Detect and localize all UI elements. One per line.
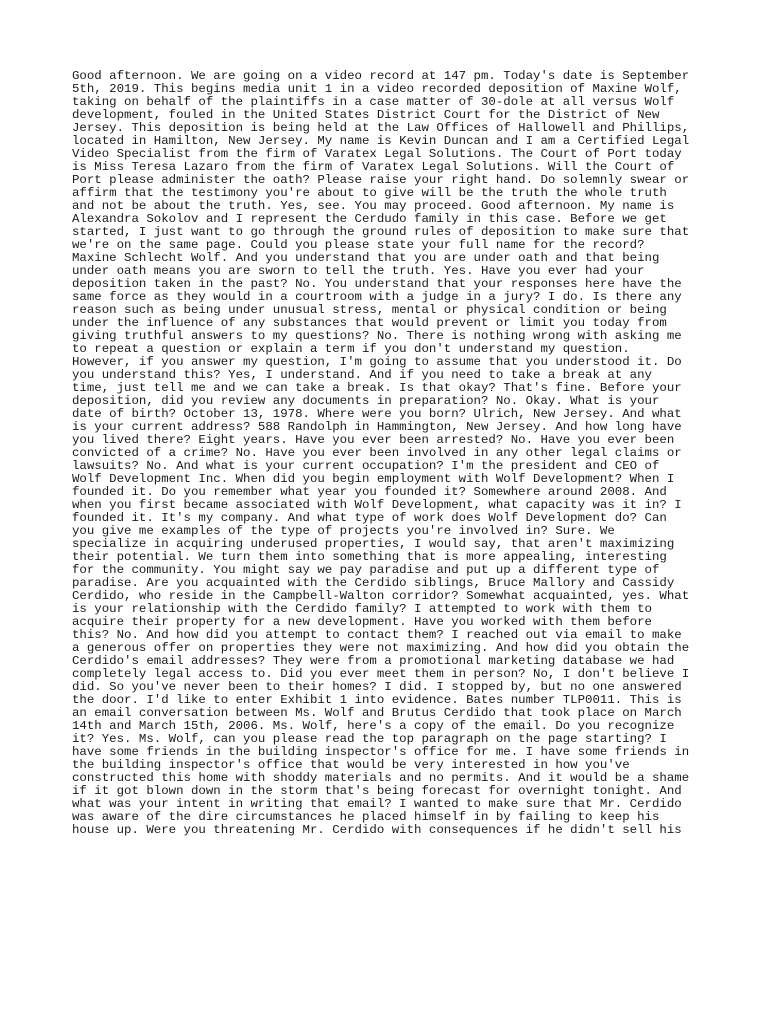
transcript-line: if it got blown down in the storm that's being forecast for overnight tonight. And [72, 784, 682, 798]
transcript-line: is your current address? 588 Randolph in Hammington, New Jersey. And how long have [72, 420, 682, 434]
transcript-line: Jersey. This deposition is being held at the Law Offices of Hallowell and Phillips, [72, 121, 690, 135]
transcript-line: 5th, 2019. This begins media unit 1 in a video recorded deposition of Maxine Wolf, [72, 82, 682, 96]
transcript-line: is your relationship with the Cerdido family? I attempted to work with them to [72, 602, 652, 616]
transcript-line: lawsuits? No. And what is your current occupation? I'm the president and CEO of [72, 459, 660, 473]
transcript-line: did. So you've never been to their homes? I did. I stopped by, but no one answered [72, 680, 682, 694]
transcript-line: started, I just want to go through the ground rules of deposition to make sure that [72, 225, 690, 239]
transcript-line: Good afternoon. We are going on a video record at 147 pm. Today's date is September [72, 69, 690, 83]
transcript-line: Alexandra Sokolov and I represent the Cerdudo family in this case. Before we get [72, 212, 667, 226]
transcript-line: giving truthful answers to my questions? No. There is nothing wrong with asking me [72, 329, 682, 343]
transcript-line: this? No. And how did you attempt to contact them? I reached out via email to make [72, 628, 682, 642]
transcript-line: you understand this? Yes, I understand. And if you need to take a break at any [72, 368, 652, 382]
transcript-line: convicted of a crime? No. Have you ever been involved in any other legal claims or [72, 446, 682, 460]
transcript-line: their potential. We turn them into something that is more appealing, interesting [72, 550, 667, 564]
transcript-line: to repeat a question or explain a term if you don't understand my question. [72, 342, 630, 356]
transcript-line: located in Hamilton, New Jersey. My name is Kevin Duncan and I am a Certified Legal [72, 134, 690, 148]
transcript-line: the building inspector's office that would be very interested in how you've [72, 758, 630, 772]
transcript-line: deposition taken in the past? No. You understand that your responses here have the [72, 277, 682, 291]
deposition-transcript [72, 70, 712, 837]
transcript-line: house up. Were you threatening Mr. Cerdido with consequences if he didn't sell his [72, 823, 682, 837]
transcript-line: have some friends in the building inspector's office for me. I have some friends in [72, 745, 690, 759]
transcript-line: it? Yes. Ms. Wolf, can you please read the top paragraph on the page starting? I [72, 732, 667, 746]
transcript-line: what was your intent in writing that email? I wanted to make sure that Mr. Cerdido [72, 797, 682, 811]
transcript-line: you give me examples of the type of projects you're involved in? Sure. We [72, 524, 615, 538]
transcript-line: the door. I'd like to enter Exhibit 1 into evidence. Bates number TLP0011. This is [72, 693, 682, 707]
transcript-line: Cerdido, who reside in the Campbell-Walton corridor? Somewhat acquainted, yes. What [72, 589, 690, 603]
transcript-line: Cerdido's email addresses? They were from a promotional marketing database we had [72, 654, 675, 668]
transcript-line: an email conversation between Ms. Wolf and Brutus Cerdido that took place on March [72, 706, 682, 720]
transcript-line: for the community. You might say we pay paradise and put up a different type of [72, 563, 660, 577]
transcript-line: 14th and March 15th, 2006. Ms. Wolf, here's a copy of the email. Do you recognize [72, 719, 675, 733]
transcript-line: was aware of the dire circumstances he placed himself in by failing to keep his [72, 810, 660, 824]
transcript-line: Wolf Development Inc. When did you begin employment with Wolf Development? When I [72, 472, 675, 486]
transcript-line: completely legal access to. Did you ever meet them in person? No, I don't believe I [72, 667, 690, 681]
transcript-line: founded it. It's my company. And what type of work does Wolf Development do? Can [72, 511, 667, 525]
transcript-line: time, just tell me and we can take a break. Is that okay? That's fine. Before your [72, 381, 682, 395]
transcript-line: when you first became associated with Wolf Development, what capacity was it in? I [72, 498, 682, 512]
transcript-line: same force as they would in a courtroom with a judge in a jury? I do. Is there any [72, 290, 682, 304]
transcript-line: paradise. Are you acquainted with the Cerdido siblings, Bruce Mallory and Cassidy [72, 576, 675, 590]
transcript-line: reason such as being under unusual stress, mental or physical condition or being [72, 303, 667, 317]
transcript-line: under oath means you are sworn to tell the truth. Yes. Have you ever had your [72, 264, 645, 278]
transcript-line: Video Specialist from the firm of Varatex Legal Solutions. The Court of Port today [72, 147, 682, 161]
transcript-line: constructed this home with shoddy materials and no permits. And it would be a shame [72, 771, 690, 785]
transcript-line: However, if you answer my question, I'm going to assume that you understood it. Do [72, 355, 682, 369]
transcript-line: affirm that the testimony you're about to give will be the truth the whole truth [72, 186, 667, 200]
transcript-line: we're on the same page. Could you please state your full name for the record? [72, 238, 645, 252]
transcript-line: you lived there? Eight years. Have you ever been arrested? No. Have you ever been [72, 433, 675, 447]
transcript-line: under the influence of any substances that would prevent or limit you today from [72, 316, 667, 330]
transcript-line: deposition, did you review any documents in preparation? No. Okay. What is your [72, 394, 660, 408]
transcript-line: specialize in acquiring underused properties, I would say, that aren't maximizing [72, 537, 675, 551]
transcript-line: is Miss Teresa Lazaro from the firm of Varatex Legal Solutions. Will the Court of [72, 160, 675, 174]
transcript-line: development, fouled in the United States District Court for the District of New [72, 108, 660, 122]
transcript-line: taking on behalf of the plaintiffs in a case matter of 30-dole at all versus Wolf [72, 95, 675, 109]
transcript-line: date of birth? October 13, 1978. Where were you born? Ulrich, New Jersey. And what [72, 407, 682, 421]
transcript-line: and not be about the truth. Yes, see. You may proceed. Good afternoon. My name is [72, 199, 675, 213]
transcript-line: a generous offer on properties they were not maximizing. And how did you obtain the [72, 641, 690, 655]
transcript-line: Port please administer the oath? Please raise your right hand. Do solemnly swear or [72, 173, 690, 187]
transcript-line: acquire their property for a new development. Have you worked with them before [72, 615, 652, 629]
transcript-line: founded it. Do you remember what year you founded it? Somewhere around 2008. And [72, 485, 667, 499]
transcript-line: Maxine Schlecht Wolf. And you understand that you are under oath and that being [72, 251, 660, 265]
